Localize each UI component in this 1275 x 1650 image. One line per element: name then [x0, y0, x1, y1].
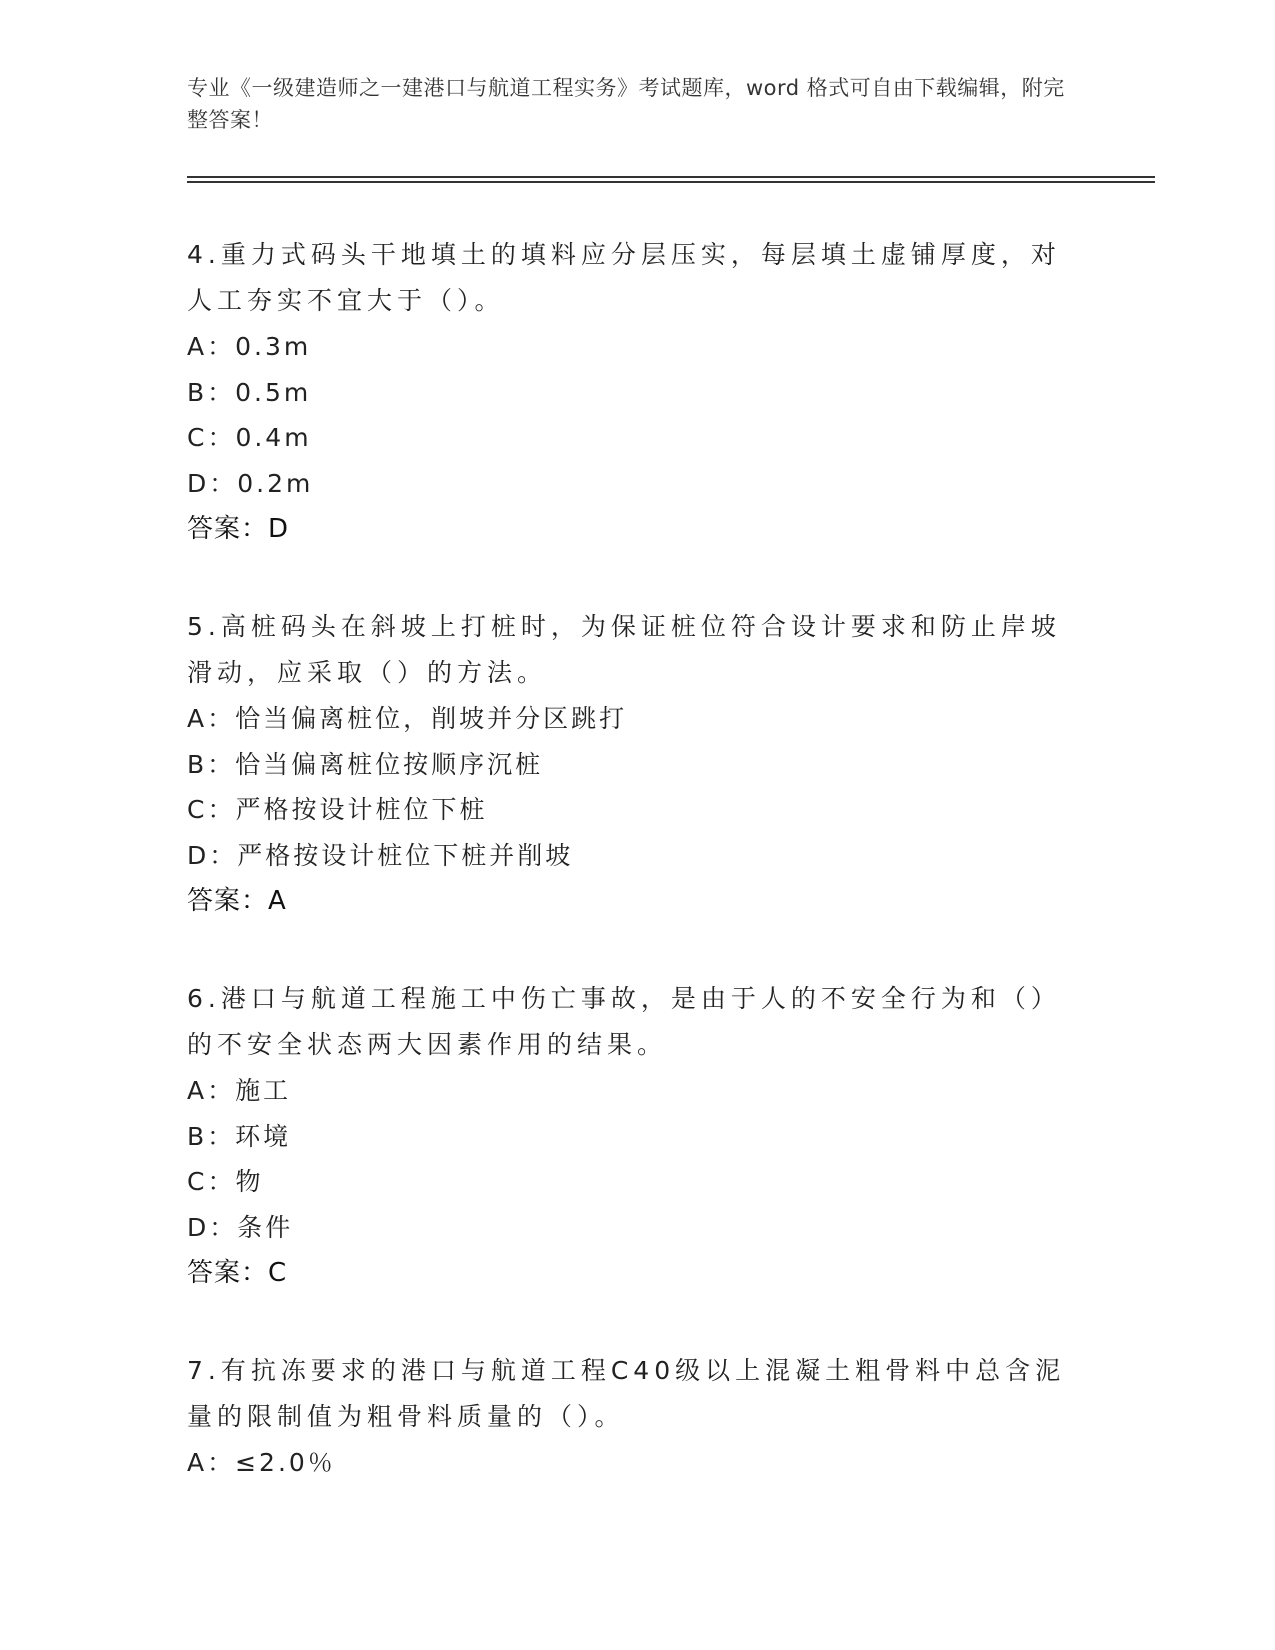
- option-b: B：0.5m: [187, 377, 312, 407]
- option-d: D：0.2m: [187, 468, 314, 498]
- answer-line: 答案：D: [187, 514, 290, 544]
- option-b: B：环境: [187, 1121, 292, 1151]
- option-a: A：恰当偏离桩位，削坡并分区跳打: [187, 704, 628, 733]
- option-a: A：0.3m: [187, 332, 312, 361]
- document-header: 专业《一级建造师之一建港口与航道工程实务》考试题库，word 格式可自由下载编辑，附完整答案！: [187, 76, 1065, 132]
- answer-line: 答案：C: [187, 1258, 288, 1288]
- question-5: [187, 604, 1067, 924]
- option-c: C：0.4m: [187, 423, 312, 452]
- question-stem: 7.有抗冻要求的港口与航道工程C40级以上混凝土粗骨料中总含泥量的限制值为粗骨料质量的（）。: [187, 1356, 1066, 1431]
- option-d: D：严格按设计桩位下桩并削坡: [187, 840, 574, 870]
- option-c: C：物: [187, 1167, 264, 1196]
- header-divider: [187, 176, 1155, 182]
- option-d: D：条件: [187, 1212, 294, 1242]
- option-a: A：施工: [187, 1076, 292, 1105]
- question-stem: 4.重力式码头干地填土的填料应分层压实，每层填土虚铺厚度，对人工夯实不宜大于（）。: [187, 240, 1061, 315]
- option-c: C：严格按设计桩位下桩: [187, 795, 488, 824]
- option-a: A：≤2.0％: [187, 1448, 336, 1477]
- option-b: B：恰当偏离桩位按顺序沉桩: [187, 749, 544, 779]
- question-7: [187, 1348, 1067, 1486]
- question-4: [187, 232, 1067, 552]
- divider-line-top: [187, 176, 1155, 178]
- question-6: [187, 976, 1067, 1296]
- question-list: [187, 232, 1067, 1538]
- answer-line: 答案：A: [187, 886, 287, 916]
- question-stem: 5.高桩码头在斜坡上打桩时，为保证桩位符合设计要求和防止岸坡滑动，应采取（）的方法。: [187, 612, 1061, 687]
- question-stem: 6.港口与航道工程施工中伤亡事故，是由于人的不安全行为和（）的不安全状态两大因素作用的结果。: [187, 984, 1061, 1059]
- divider-line-bottom: [187, 181, 1155, 183]
